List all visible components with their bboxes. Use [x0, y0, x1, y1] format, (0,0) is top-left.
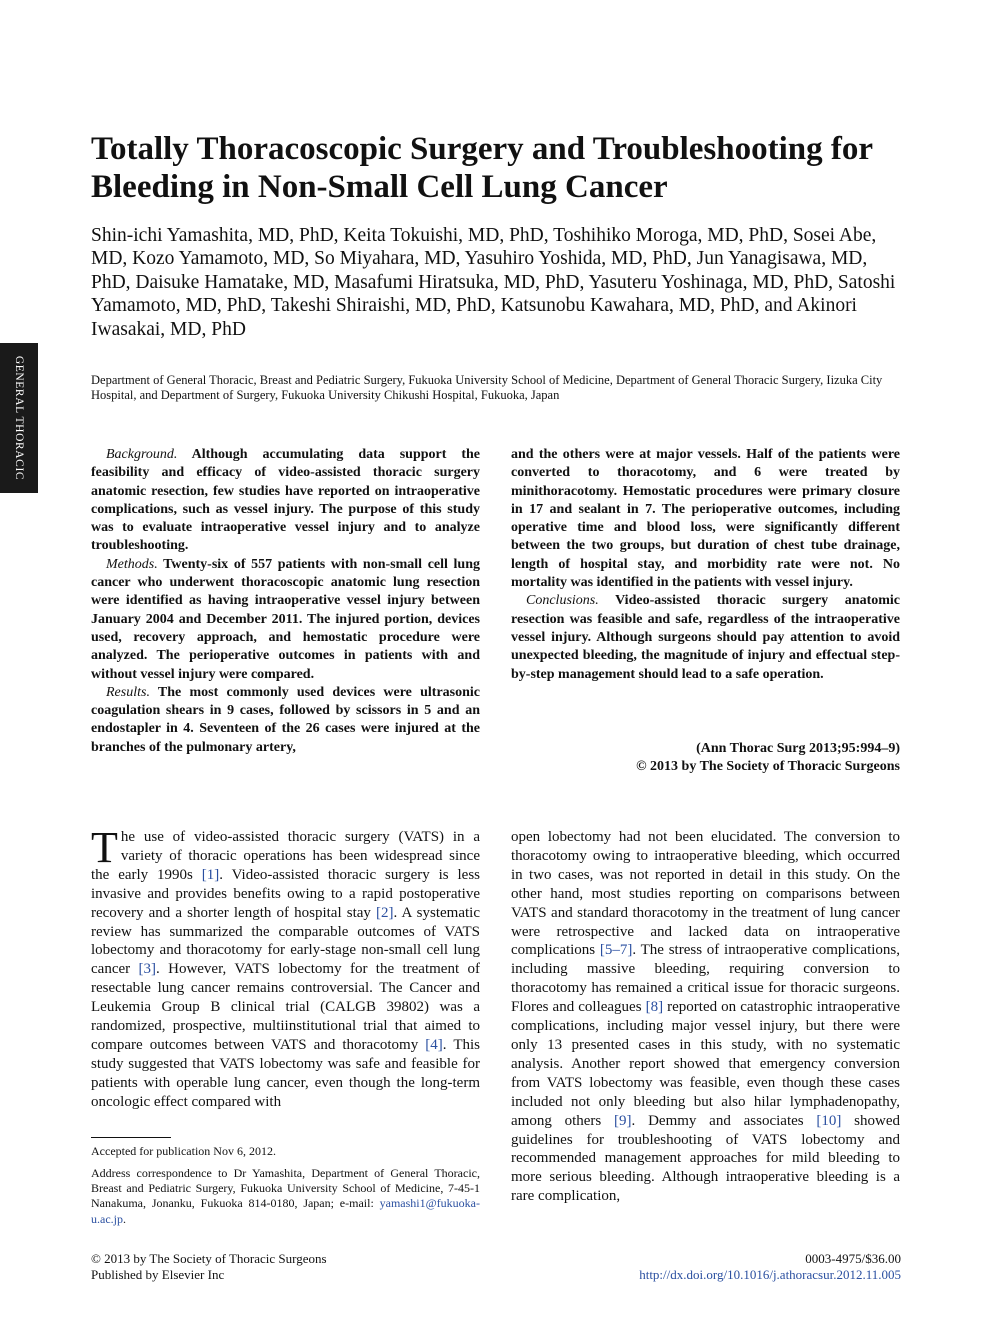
abstract-methods-label: Methods.: [106, 556, 158, 572]
abstract-conclusions-label: Conclusions.: [526, 593, 599, 609]
reference-link[interactable]: [9]: [614, 1112, 632, 1129]
abstract-background-label: Background.: [106, 447, 178, 462]
reference-link[interactable]: [4]: [425, 1036, 443, 1053]
footer-copyright: © 2013 by The Society of Thoracic Surgeons: [91, 1251, 327, 1266]
article-title: Totally Thoracoscopic Surgery and Troubleshooting for Bleeding in Non-Small Cell Lung Cancer: [91, 131, 873, 205]
abstract-column-left: [91, 446, 480, 757]
doi-link[interactable]: http://dx.doi.org/10.1016/j.athoracsur.2012.11.005: [639, 1266, 901, 1282]
body-text: . The stress of intraoperative complications, including massive bleeding, requiring conversion to thoracotomy has remained a critical issue for thoracic surgeons. Flores and colleagues: [511, 942, 900, 1016]
body-text: he use of video-assisted thoracic surgery (VATS) in a variety of thoracic operations has been widespread since the early 1990s: [91, 829, 480, 883]
affiliation: Department of General Thoracic, Breast and Pediatric Surgery, Fukuoka University School of Medicine, Department of General Thoracic Surgery, Iizuka City Hospital, and Department of Surgery, Fukuoka University Chikushi Hospital, Fukuoka, Japan: [91, 373, 883, 402]
footnote-divider: [91, 1137, 171, 1138]
body-text: open lobectomy had not been elucidated. The conversion to thoracotomy owing to intraoperative bleeding, which occurred in two cases, was not reported in detail in this study. On the other hand, most studies reporting on comparisons between VATS and standard thoracotomy in the treatment of lung cancer were retrospective and lacked data on intraoperative complications: [511, 829, 900, 959]
correspondence-end: .: [123, 1211, 126, 1226]
reference-link[interactable]: [5–7]: [599, 942, 633, 959]
abstract-results-text: The most commonly used devices were ultrasonic coagulation shears in 9 cases, followed by scissors in 5 and an endostapler in 4. Seventeen of the 26 cases were injured at the branches of the pulmonary artery,: [91, 684, 480, 755]
footer-left: [91, 1251, 327, 1282]
body-text: showed guidelines for troubleshooting of VATS lobectomy and recommended management approaches for mild bleeding to more serious bleeding. Although intraoperative bleeding is a rare complication,: [511, 1112, 900, 1205]
reference-link[interactable]: [1]: [201, 866, 220, 883]
body-column-left: [91, 823, 481, 1112]
abstract-column-right: [511, 446, 900, 684]
abstract-background: [91, 446, 480, 556]
section-tab: [0, 343, 38, 493]
abstract-results-continued: and the others were at major vessels. Half of the patients were converted to thoracotomy, and 6 were treated by minithoracotomy. Hemostatic procedures were primary closure in 17 and sealant in 7. The perioperative outcomes, including operative time and blood loss, were significantly different between the two groups, but duration of chest tube drainage, length of hospital stay, and morbidity rate were not. No mortality was identified in the patients with vessel injury.: [511, 447, 900, 591]
footer-issn: 0003-4975/$36.00: [805, 1251, 901, 1266]
body-text: . However, VATS lobectomy for the treatment of resectable lung cancer remains controversial. The Cancer and Leukemia Group B clinical trial (CALGB 39802) was a randomized, prospective, multiinstitutional trial that aimed to compare outcomes between VATS and thoracotomy: [91, 961, 480, 1053]
reference-link[interactable]: [8]: [645, 999, 664, 1016]
footer-publisher: Published by Elsevier Inc: [91, 1266, 225, 1282]
footnote-correspondence: [91, 1166, 480, 1227]
journal-citation: (Ann Thorac Surg 2013;95:994–9): [696, 741, 900, 756]
body-text: . Video-assisted thoracic surgery is less invasive and provides benefits owing to a rapid postoperative recovery and a shorter length of hospital stay: [91, 866, 481, 921]
abstract-conclusions: [511, 592, 900, 683]
footer-right: [639, 1251, 901, 1282]
abstract-conclusions-text: Video-assisted thoracic surgery anatomic resection was feasible and safe, regardless of the intraoperative vessel injury. Although surgeons should pay attention to avoid unexpected bleeding, the magnitude of injury and effectual step-by-step management should lead to a safe operation.: [511, 593, 900, 682]
abstract-results-label: Results.: [106, 684, 150, 700]
abstract-methods-text: Twenty-six of 557 patients with non-small cell lung cancer who underwent thoracoscopic anatomic lung resection were identified as having intraoperative vessel injury between January 2004 and December 2011. The injured portion, devices used, recovery approach, and hemostatic procedure were analyzed. The perioperative outcomes in patients with and without vessel injury were compared.: [91, 556, 480, 682]
abstract-copyright: © 2013 by The Society of Thoracic Surgeons: [636, 759, 900, 775]
reference-link[interactable]: [10]: [816, 1112, 842, 1129]
intro-paragraph: [91, 823, 481, 1112]
section-tab-label: GENERAL THORACIC: [13, 355, 25, 481]
intro-paragraph-continued: [511, 828, 900, 1206]
body-text: reported on catastrophic intraoperative complications, including major vessel injury, but there were only 13 presented cases in this study, with no systematic analysis. Another report showed that emergency conversion from VATS lobectomy was feasible, even though these cases included not only bleeding but also hilar lymphadenopathy, among others: [511, 999, 900, 1129]
body-text: . This study suggested that VATS lobectomy was safe and feasible for patients with operable lung cancer, even though the long-term oncologic effect compared with: [91, 1036, 480, 1110]
reference-link[interactable]: [2]: [376, 904, 394, 921]
drop-cap: T: [91, 823, 118, 872]
citation-block: [511, 740, 900, 777]
body-text: . A systematic review has summarized the comparable outcomes of VATS lobectomy and thoracotomy for early-stage non-small cell lung cancer: [91, 904, 480, 978]
body-column-right: [511, 828, 900, 1206]
body-text: . Demmy and associates: [631, 1112, 817, 1129]
abstract-methods: [91, 556, 480, 684]
abstract-background-text: Although accumulating data support the feasibility and efficacy of video-assisted thoracic surgery anatomic resection, few studies have reported on intraoperative complications, such as vessel injury. The purpose of this study was to evaluate intraoperative vessel injury and to analyze troubleshooting.: [91, 447, 480, 554]
reference-link[interactable]: [3]: [138, 961, 156, 978]
email-link[interactable]: yamashi1@fukuoka-u.ac.jp: [91, 1196, 480, 1226]
correspondence-text: Address correspondence to Dr Yamashita, Department of General Thoracic, Breast and Pediatric Surgery, Fukuoka University School of Medicine, 7-45-1 Nanakuma, Jonanku, Fukuoka 814-0180, Japan; e-mail:: [91, 1166, 480, 1211]
abstract-results: [91, 684, 480, 757]
footnote-accepted: Accepted for publication Nov 6, 2012.: [91, 1144, 276, 1158]
author-list: Shin-ichi Yamashita, MD, PhD, Keita Tokuishi, MD, PhD, Toshihiko Moroga, MD, PhD, Sosei Abe, MD, Kozo Yamamoto, MD, So Miyahara, MD, Yasuhiro Yoshida, MD, PhD, Jun Yanagisawa, MD, PhD, Daisuke Hamatake, MD, Masafumi Hiratsuka, MD, PhD, Yasuteru Yoshinaga, MD, PhD, Satoshi Yamamoto, MD, PhD, Takeshi Shiraishi, MD, PhD, Katsunobu Kawahara, MD, PhD, and Akinori Iwasakai, MD, PhD: [91, 225, 896, 340]
